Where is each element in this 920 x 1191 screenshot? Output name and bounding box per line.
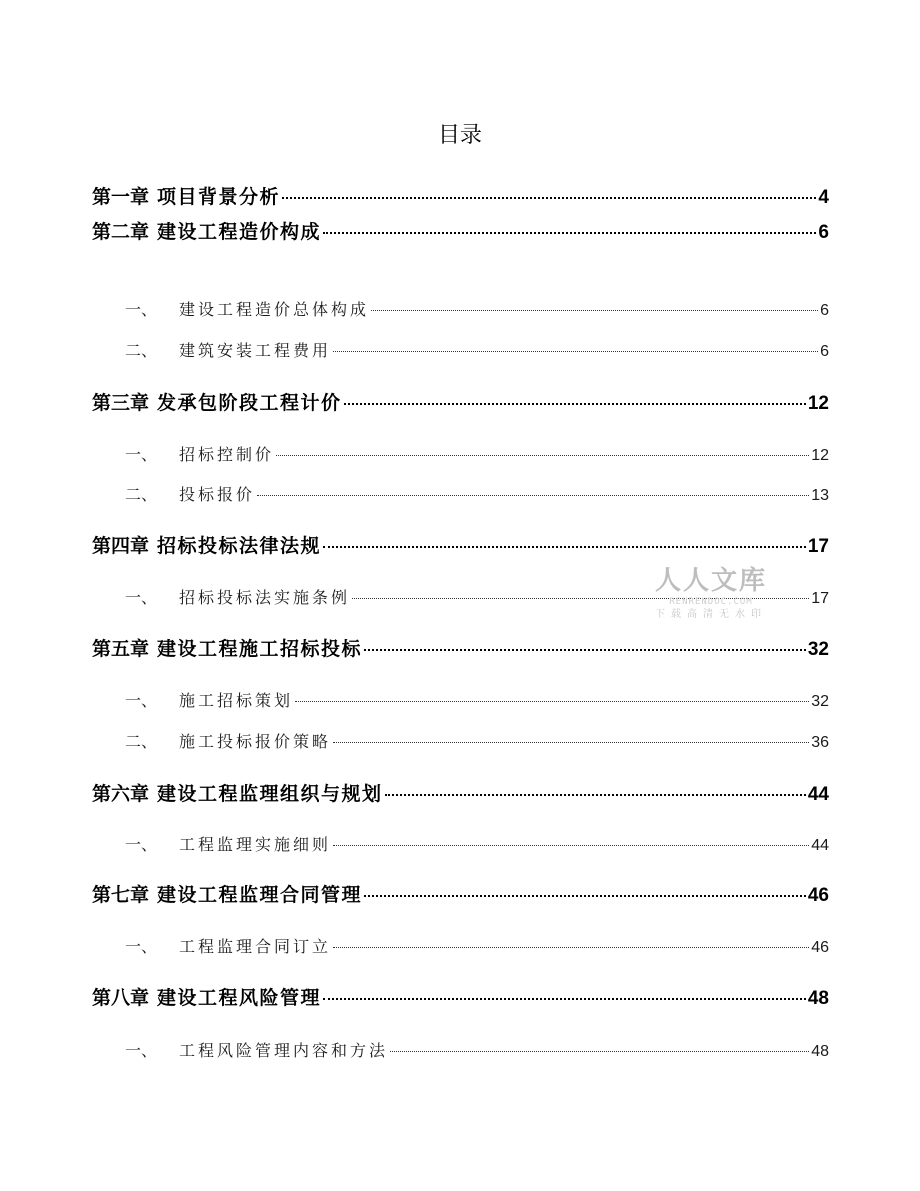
page-title: 目录 [437, 123, 482, 148]
page-number: 4 [818, 187, 829, 208]
page-number: 32 [807, 639, 829, 660]
chapter-number: 第二章 [92, 221, 150, 243]
chapter-number: 第四章 [92, 535, 150, 557]
entry-label: 建设工程造价总体构成 [179, 300, 370, 319]
page-number: 12 [811, 447, 829, 464]
page-number: 12 [807, 393, 829, 414]
entry-label: 投标报价 [179, 485, 256, 504]
dot-leader [276, 451, 809, 456]
watermark-main-text: 人人文库 [654, 566, 767, 596]
chapter-number: 第一章 [92, 186, 150, 208]
dot-leader [333, 943, 809, 948]
chapter-number: 第三章 [92, 392, 150, 414]
toc-entry-chapter[interactable] [92, 881, 829, 909]
dot-leader [333, 738, 809, 743]
page-number: 32 [811, 693, 829, 710]
toc-entry-section[interactable] [92, 339, 829, 363]
page-number: 17 [811, 590, 829, 607]
entry-label: 工程风险管理内容和方法 [179, 1041, 389, 1060]
chapter-number: 第五章 [92, 638, 150, 660]
toc-entry-chapter[interactable] [92, 389, 829, 417]
toc-entry-chapter[interactable] [92, 218, 829, 246]
dot-leader [282, 193, 816, 199]
page-number: 13 [811, 487, 829, 504]
dot-leader [323, 994, 806, 1000]
section-number: 二、 [125, 341, 158, 360]
watermark-tag-text: 下载高清无水印 [655, 609, 767, 620]
section-number: 二、 [125, 732, 158, 751]
dot-leader [333, 347, 818, 352]
watermark-logo [646, 566, 776, 628]
entry-label: 施工投标报价策略 [179, 732, 332, 751]
chapter-number: 第七章 [92, 884, 150, 906]
dot-leader [364, 891, 806, 897]
entry-label: 施工招标策划 [179, 691, 294, 710]
section-number: 一、 [125, 691, 158, 710]
chapter-number: 第六章 [92, 783, 150, 805]
entry-label: 建设工程风险管理 [157, 987, 322, 1009]
dot-leader [333, 841, 809, 846]
watermark-site-text: RENRENDOC.COM [669, 597, 753, 607]
toc-entry-chapter[interactable] [92, 984, 829, 1012]
dot-leader [257, 491, 809, 496]
section-number: 一、 [125, 1041, 158, 1060]
entry-label: 建筑安装工程费用 [179, 341, 332, 360]
toc-entry-section[interactable] [92, 298, 829, 322]
page-number: 6 [820, 302, 829, 319]
entry-label: 建设工程监理组织与规划 [157, 783, 383, 805]
entry-label: 建设工程施工招标投标 [157, 638, 363, 660]
toc-entry-section[interactable] [92, 730, 829, 754]
section-number: 一、 [125, 445, 158, 464]
entry-label: 招标投标法律法规 [157, 535, 322, 557]
dot-leader [390, 1047, 809, 1052]
toc-entry-chapter[interactable] [92, 780, 829, 808]
dot-leader [364, 645, 806, 651]
section-number: 一、 [125, 588, 158, 607]
page-number: 48 [807, 988, 829, 1009]
toc-entry-section[interactable] [92, 935, 829, 959]
entry-label: 招标投标法实施条例 [179, 588, 351, 607]
toc-entry-chapter[interactable] [92, 183, 829, 211]
entry-label: 招标控制价 [179, 445, 275, 464]
dot-leader [323, 542, 806, 548]
page-number: 36 [811, 734, 829, 751]
toc-entry-section[interactable] [92, 483, 829, 507]
toc-entry-section[interactable] [92, 833, 829, 857]
entry-label: 工程监理合同订立 [179, 937, 332, 956]
dot-leader [323, 228, 816, 234]
section-number: 一、 [125, 937, 158, 956]
entry-label: 建设工程造价构成 [157, 221, 322, 243]
section-number: 二、 [125, 485, 158, 504]
toc-entry-section[interactable] [92, 1039, 829, 1063]
section-number: 一、 [125, 300, 158, 319]
page-number: 17 [807, 536, 829, 557]
entry-label: 发承包阶段工程计价 [157, 392, 342, 414]
dot-leader [371, 306, 818, 311]
page-number: 44 [807, 784, 829, 805]
toc-entry-section[interactable] [92, 443, 829, 467]
section-number: 一、 [125, 835, 158, 854]
page-number: 48 [811, 1043, 829, 1060]
toc-entry-section[interactable] [92, 689, 829, 713]
toc-entry-chapter[interactable] [92, 635, 829, 663]
chapter-number: 第八章 [92, 987, 150, 1009]
page-number: 6 [820, 343, 829, 360]
page-number: 46 [807, 885, 829, 906]
page-number: 44 [811, 837, 829, 854]
page-number: 6 [818, 222, 829, 243]
entry-label: 工程监理实施细则 [179, 835, 332, 854]
page-number: 46 [811, 939, 829, 956]
dot-leader [385, 790, 806, 796]
dot-leader [344, 399, 806, 405]
dot-leader [295, 697, 809, 702]
entry-label: 项目背景分析 [157, 186, 281, 208]
entry-label: 建设工程监理合同管理 [157, 884, 363, 906]
toc-entry-chapter[interactable] [92, 532, 829, 560]
